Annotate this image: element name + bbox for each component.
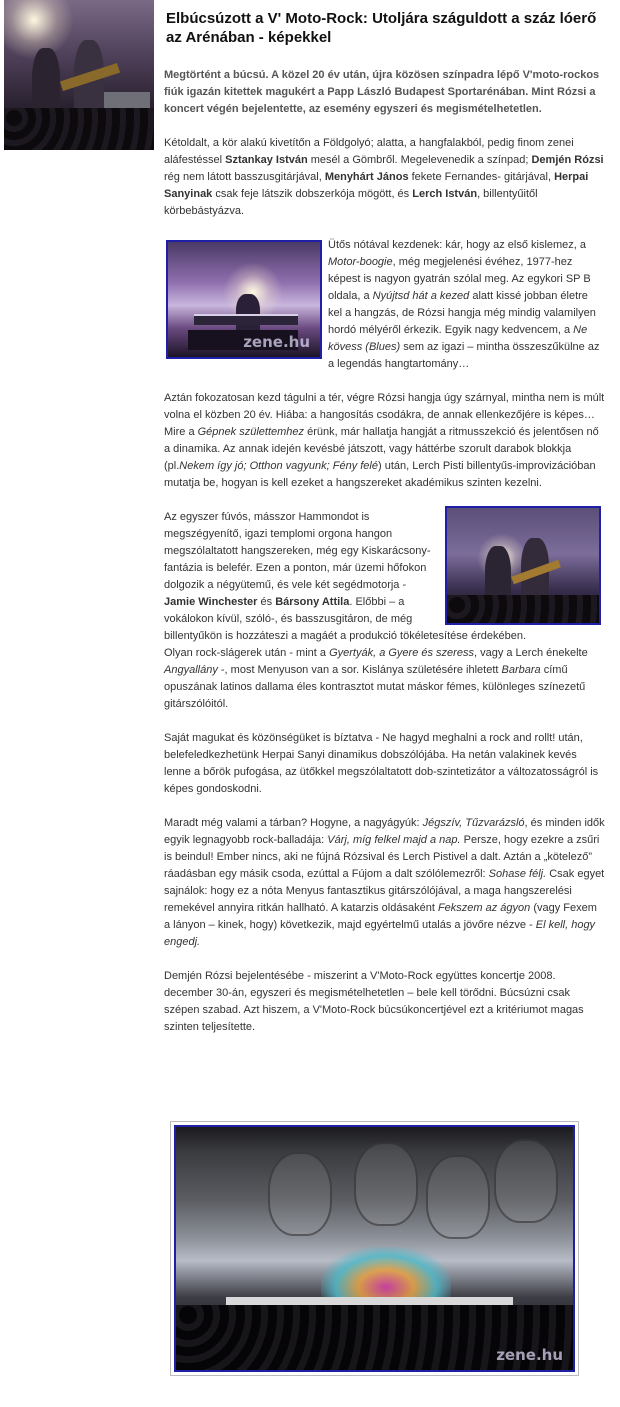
paragraph-7: Maradt még valami a tárban? Hogyne, a nagyágyúk: Jégszív, Tűzvarázsló, és minden idők egyik legnagyobb rock-balladája: Várj, míg felkel majd a nap. Persze, hogy ezekre a zsűri is beindul! Ember nincs, aki ne fújná Rózsival és Lerch Pistivel a dalt. Aztán a „kötelező” ráadásban egy másik csoda, ezúttal a Fújom a dalt szólólemezről: Sohase félj. Csak egyet sajnálok: hogy ez a nóta Menyus fantasztikus gitárszólójával, a maga hangszerelési remekével annyira ritkán hallható. A katarzis oldásaként Fekszem az ágyon (vagy Fexem a lányon – kinek, hogy) következik, majd egyértelmű utalás a jövőre nézve - El kell, hogy engedj. [164, 817, 605, 948]
article-lead: Megtörtént a búcsú. A közel 20 év után, újra közösen színpadra lépő V'moto-rockos fiúk igazán kitettek magukért a Papp László Budapest Sportarénában. Mint Rózsi a koncert végén bejelentette, az esemény egyszeri és megismételhetetlen. [164, 69, 600, 115]
paragraph-2: Ütős nótával kezdenek: kár, hogy az első kislemez, a Motor-boogie, még megjelenési évéhez, 1977-hez képest is nagyon gyatrán szólal meg. Az egykori SP B oldala, a Nyújtsd hát a kezed alatt kissé jobban életre kel a hangzás, de Rózsi hangja még mindig valamilyen hordó mélyéről érkezik. Egyik nagy kedvencem, a Ne kövess (Blues) sem az igazi – mintha összeszűkülne az a legendás hangtartomány… [328, 239, 600, 370]
paragraph-1: Kétoldalt, a kör alakú kivetítőn a Földgolyó; alatta, a hangfalakból, pedig finom zenei aláfestéssel Sztankay István mesél a Gömbről. Megelevenedik a színpad; Demjén Rózsi rég nem látott basszusgitárjával, Menyhárt János fekete Fernandes- gitárjával, Herpai Sanyinak csak feje látszik dobszerkója mögött, és Lerch István, billentyűitől körbebástyázva. [164, 137, 604, 217]
paragraph-5: Olyan rock-slágerek után - mint a Gyertyák, a Gyere és szeress, vagy a Lerch énekelte Angyallány -, most Menyuson van a sor. Kislánya születésére ihletett Barbara című opuszának latinos dallama éles kontrasztot mutat máskor fémes, különleges színezetű gitárszólóitól. [164, 647, 588, 710]
header-photo [4, 0, 154, 150]
paragraph-8: Demjén Rózsi bejelentésébe - miszerint a V'Moto-Rock együttes koncertje 2008. december 30-án, egyszeri és megismételhetetlen – bele kell törődni. Búcsúzni csak szépen szabad. Azt hiszem, a V'Moto-Rock búcsúkoncertjével ezt a kritériumot magas szinten teljesítette. [164, 970, 584, 1033]
paragraph-3: Aztán fokozatosan kezd tágulni a tér, végre Rózsi hangja úgy szárnyal, mintha nem is múlt volna el közben 20 év. Hiába: a hangosítás csodákra, de annak ellenkezőjére is képes… Mire a Gépnek születtemhez érünk, már hallatja hangját a ritmusszekció és jelentősen nő a dinamika. Az annak idején kevésbé játszott, vagy háttérbe szorult darabok blokkja (pl.Nekem így jó; Otthon vagyunk; Fény felé) után, Lerch Pisti billentyűs-improvizációban mutatja be, hogyan is kell ezeket a hangszereket akadémikus szinten kezelni. [164, 392, 605, 489]
keyboard-photo [166, 240, 322, 359]
article-body [164, 67, 605, 1053]
paragraph-6: Saját magukat és közönségüket is bíztatva - Ne hagyd meghalni a rock and rollt! után, belefeledkezhetünk Herpai Sanyi dinamikus dobszólójába. Ha netán valakinek kevés lenne a bőrök pufogása, az ütőkkel megszólaltatott dob-szintetizátor a változatosságról is képes gondoskodni. [164, 732, 599, 795]
photo-watermark: zene.hu [243, 333, 310, 351]
stage-photo-watermark: zene.hu [496, 1346, 563, 1364]
arena-stage-photo [170, 1121, 579, 1376]
duo-photo [445, 506, 601, 625]
paragraph-4: Az egyszer fúvós, másszor Hammondot is megszégyenítő, igazi templomi orgona hangon megszólaltatott hangszereken, még egy Kiskarácsony-fantázia is belefér. Ezen a ponton, már üzemi hőfokon dolgozik a négyütemű, és vele két segédmotorja - Jamie Winchester és Bársony Attila. Előbbi – a vokálokon kívül, szóló-, és basszusgitáron, de még billentyűkön is hozzáteszi a magáét a produkció tökéletesítése érdekében. [164, 511, 526, 642]
article-title: Elbúcsúzott a V' Moto-Rock: Utoljára száguldott a száz lóerő az Arénában - képekkel [166, 10, 597, 46]
